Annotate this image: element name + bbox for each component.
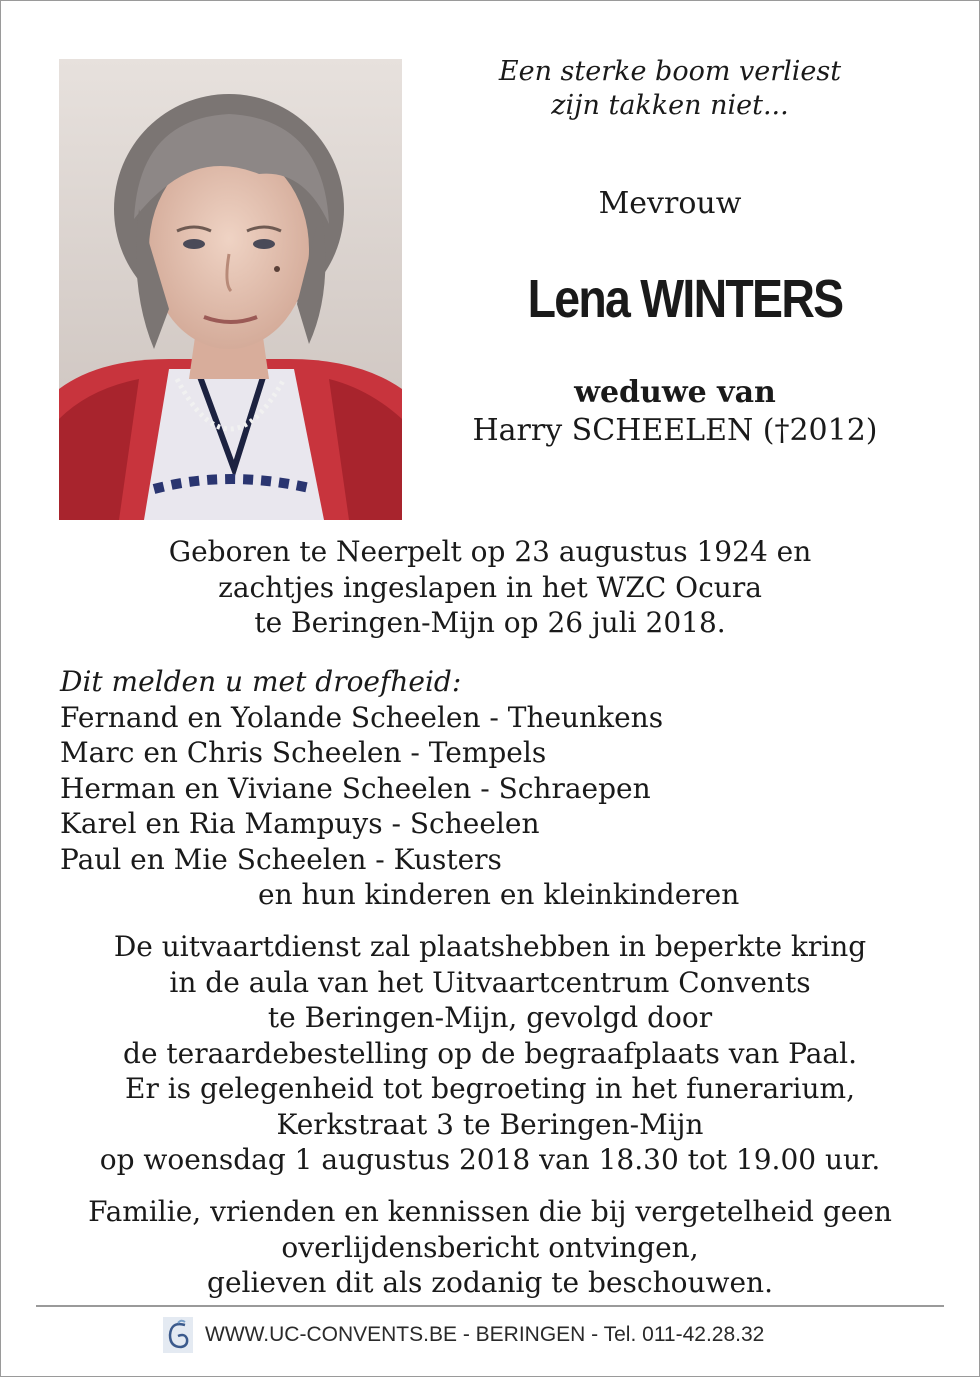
family-list <box>60 664 920 913</box>
quote-line-2: zijn takken niet... <box>551 90 789 121</box>
notice-line-1: Familie, vrienden en kennissen die bij vergetelheid geen <box>88 1195 892 1228</box>
family-member: Fernand en Yolande Scheelen - Theunkens <box>60 700 664 734</box>
family-member: Marc en Chris Scheelen - Tempels <box>60 736 547 769</box>
notice-text <box>40 1194 940 1301</box>
notice-line-3: gelieven dit als zodanig te beschouwen. <box>207 1266 773 1299</box>
quote-line-1: Een sterke boom verliest <box>498 56 842 87</box>
service-line-4: de teraardebestelling op de begraafplaats van Paal. <box>123 1036 857 1070</box>
honorific: Mevrouw <box>598 186 742 221</box>
family-member: Paul en Mie Scheelen - Kusters <box>60 842 502 876</box>
spouse-block <box>440 374 910 450</box>
family-member: Herman en Viviane Scheelen - Schraepen <box>60 771 651 805</box>
family-intro: Dit melden u met droefheid: <box>60 665 462 698</box>
birth-line-1: Geboren te Neerpelt op 23 augustus 1924 en <box>168 535 812 568</box>
deceased-name: Lena WINTERS <box>527 269 843 329</box>
service-line-3: te Beringen-Mijn, gevolgd door <box>267 1001 713 1034</box>
service-line-2: in de aula van het Uitvaartcentrum Convents <box>169 965 811 999</box>
family-member: Karel en Ria Mampuys - Scheelen <box>60 807 540 840</box>
service-line-5: Er is gelegenheid tot begroeting in het funerarium, <box>125 1072 855 1105</box>
spouse-name: Harry SCHEELEN (†2012) <box>472 413 878 448</box>
spouse-label: weduwe van <box>574 375 776 410</box>
service-line-7: op woensdag 1 augustus 2018 van 18.30 tot 19.00 uur. <box>99 1143 881 1176</box>
service-line-6: Kerkstraat 3 te Beringen-Mijn <box>276 1107 704 1141</box>
family-tail: en hun kinderen en kleinkinderen <box>258 878 740 911</box>
footer-divider <box>36 1305 944 1307</box>
memorial-quote <box>470 55 870 123</box>
uc-convents-logo-icon <box>163 1317 193 1353</box>
birth-line-3: te Beringen-Mijn op 26 juli 2018. <box>254 606 726 639</box>
notice-line-2: overlijdensbericht ontvingen, <box>281 1230 699 1264</box>
service-text <box>40 929 940 1178</box>
footer <box>163 1316 764 1354</box>
footer-contact[interactable]: WWW.UC-CONVENTS.BE - BERINGEN - Tel. 011-42.28.32 <box>205 1323 765 1346</box>
service-line-1: De uitvaartdienst zal plaatshebben in beperkte kring <box>113 930 867 963</box>
birth-death-text <box>40 534 940 641</box>
birth-line-2: zachtjes ingeslapen in het WZC Ocura <box>218 570 762 604</box>
portrait-photo <box>59 59 402 520</box>
